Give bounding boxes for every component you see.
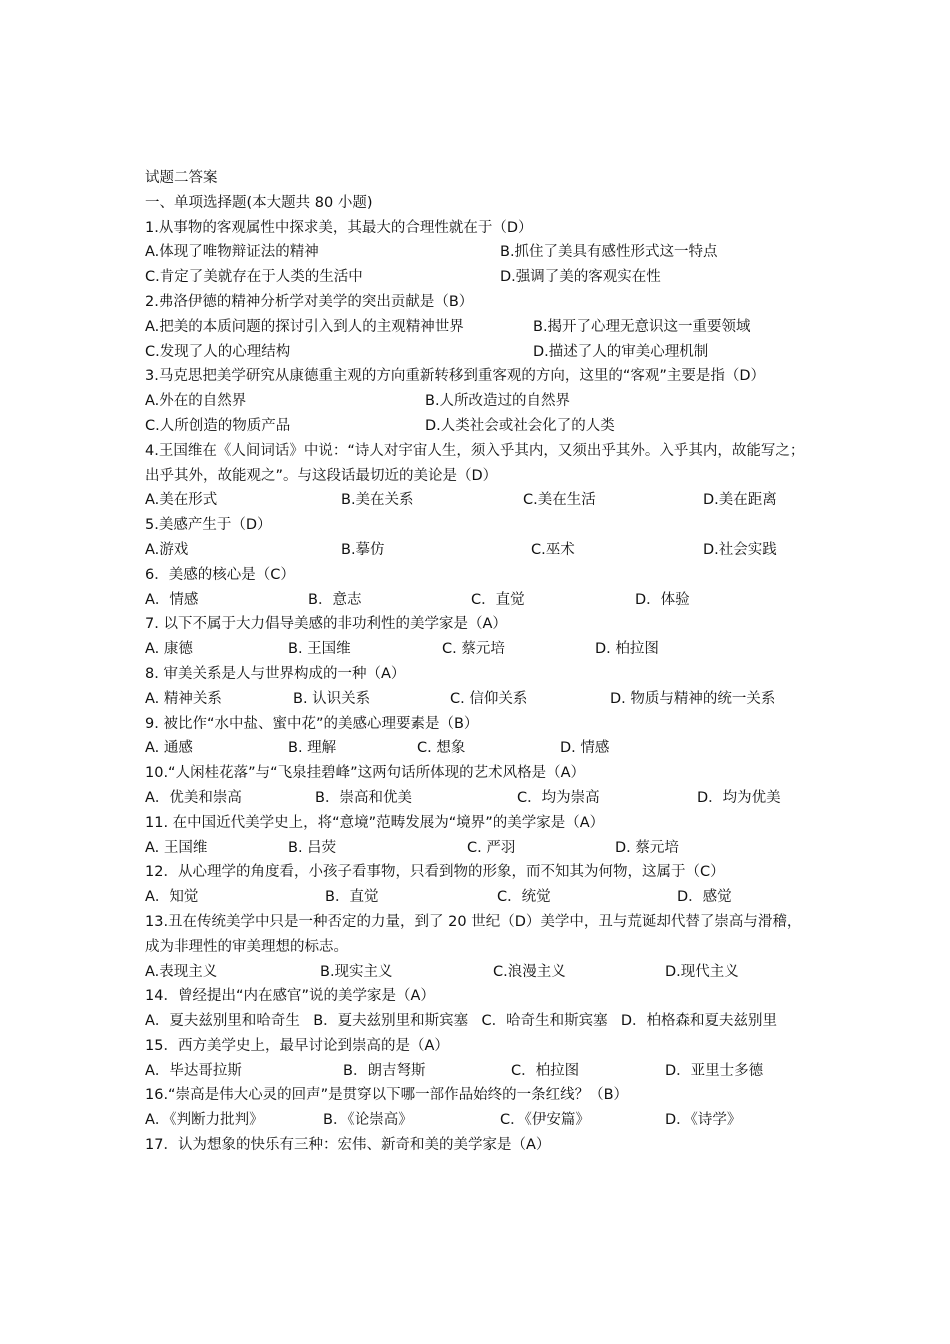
question-stem: 3.马克思把美学研究从康德重主观的方向重新转移到重客观的方向，这里的“客观”主要是指（D） [145,368,766,385]
question-stem: 1.从事物的客观属性中探求美，其最大的合理性就在于（D） [145,219,533,236]
question-stem: 17．认为想象的快乐有三种：宏伟、新奇和美的美学家是（A） [145,1137,551,1154]
option-a: A.外在的自然界 [145,393,247,410]
option-b: B. 王国维 [288,641,351,658]
option-row [145,315,810,340]
option-d: D．感觉 [677,889,732,906]
option-a: A．毕达哥拉斯 [145,1062,242,1079]
option-row [145,836,810,861]
option-b: B．《论崇高》 [323,1112,413,1129]
option-row [145,240,810,265]
question-stem: 6．美感的核心是（C） [145,566,295,583]
option-c: C.美在生活 [523,492,596,509]
option-row [145,786,810,811]
option-d: D．均为优美 [697,789,781,806]
question-stem: 14．曾经提出“内在感官”说的美学家是（A） [145,988,435,1005]
option-b: B.抓住了美具有感性形式这一特点 [500,244,718,261]
option-a: A.游戏 [145,541,189,558]
option-a: A．夏夫兹别里和哈奇生 [145,1013,300,1030]
option-b: B．夏夫兹别里和斯宾塞 [313,1013,469,1030]
option-a: A．知觉 [145,889,199,906]
option-d: D. 物质与精神的统一关系 [610,690,776,707]
option-a: A. 精神关系 [145,690,222,707]
question-stem: 7. 以下不属于大力倡导美感的非功利性的美学家是（A） [145,616,507,633]
option-a: A．《判断力批判》 [145,1112,264,1129]
option-d: D．亚里士多德 [665,1062,764,1079]
question-stem: 16.“崇高是伟大心灵的回声”是贯穿以下哪一部作品始终的一条红线？（B） [145,1087,629,1104]
option-a: A．情感 [145,591,199,608]
question-stem: 13.丑在传统美学中只是一种否定的力量，到了 20 世纪（D）美学中，丑与荒诞却代替了崇高与滑稽，成为非理性的审美理想的标志。 [145,913,802,955]
option-c: C．哈奇生和斯宾塞 [481,1013,608,1030]
option-a: A.把美的本质问题的探讨引入到人的主观精神世界 [145,318,464,335]
question-stem: 11. 在中国近代美学史上，将“意境”范畴发展为“境界”的美学家是（A） [145,814,605,831]
option-a: A.美在形式 [145,492,218,509]
option-c: C．柏拉图 [511,1062,580,1079]
option-c: C. 信仰关系 [450,690,528,707]
option-row [145,1059,810,1084]
question-stem: 10.“人闲桂花落”与“飞泉挂碧峰”这两句话所体现的艺术风格是（A） [145,765,586,782]
option-d: D.美在距离 [703,492,777,509]
doc-title: 试题二答案 [145,170,218,186]
question-stem: 4.王国维在《人间词话》中说：“诗人对宇宙人生，须入乎其内，又须出乎其外。入乎其内，故能写之；出乎其外，故能观之”。与这段话最切近的美论是（D） [145,442,805,484]
option-row [145,588,810,613]
option-row [145,488,810,513]
option-b: B.人所改造过的自然界 [425,393,571,410]
option-d: D．柏格森和夏夫兹别里 [620,1013,778,1030]
option-d: D.描述了人的审美心理机制 [533,343,709,360]
question-stem: 12．从心理学的角度看，小孩子看事物，只看到物的形象，而不知其为何物，这属于（C） [145,864,725,881]
option-b: B.现实主义 [320,963,393,980]
option-row [145,340,810,365]
option-d: D．体验 [635,591,690,608]
option-d: D.现代主义 [665,963,739,980]
question-stem: 2.弗洛伊德的精神分析学对美学的突出贡献是（B） [145,293,474,310]
option-b: B. 理解 [288,740,337,757]
option-c: C. 严羽 [467,839,516,856]
option-a: A．优美和崇高 [145,789,242,806]
option-a: A. 王国维 [145,839,208,856]
option-b: B．直觉 [325,889,379,906]
option-c: C.发现了人的心理结构 [145,343,291,360]
option-c: C．直觉 [471,591,525,608]
option-a: A.表现主义 [145,963,218,980]
option-d: D.社会实践 [703,541,777,558]
option-b: B．意志 [308,591,362,608]
option-b: B.美在关系 [341,492,414,509]
option-c: C．均为崇高 [517,789,600,806]
question-stem: 9. 被比作“水中盐、蜜中花”的美感心理要素是（B） [145,715,479,732]
option-row [145,265,810,290]
option-c: C.肯定了美就存在于人类的生活中 [145,269,363,286]
option-b: B. 吕荧 [288,839,337,856]
option-row [145,538,810,563]
option-d: D．《诗学》 [665,1112,742,1129]
option-c: C．统觉 [497,889,551,906]
option-row [145,1108,810,1133]
option-a: A. 康德 [145,641,193,658]
question-stem: 15．西方美学史上，最早讨论到崇高的是（A） [145,1037,449,1054]
option-row [145,736,810,761]
document-page [145,166,810,1158]
option-row [145,885,810,910]
option-c: C.浪漫主义 [493,963,566,980]
option-row [145,414,810,439]
option-row [145,960,810,985]
option-d: D.强调了美的客观实在性 [500,269,661,286]
option-row-wrapped [145,1009,810,1034]
option-c: C. 蔡元培 [442,641,505,658]
option-d: D. 柏拉图 [595,641,659,658]
option-b: B.摹仿 [341,541,385,558]
option-d: D.人类社会或社会化了的人类 [425,417,615,434]
option-d: D. 蔡元培 [615,839,679,856]
option-row [145,389,810,414]
option-c: C. 想象 [417,740,466,757]
option-b: B．朗吉弩斯 [343,1062,426,1079]
section-heading: 一、单项选择题(本大题共 80 小题) [145,194,373,211]
option-b: B.揭开了心理无意识这一重要领域 [533,318,751,335]
option-row [145,637,810,662]
option-b: B. 认识关系 [293,690,371,707]
option-a: A.体现了唯物辩证法的精神 [145,244,319,261]
question-stem: 8. 审美关系是人与世界构成的一种（A） [145,665,406,682]
option-d: D. 情感 [560,740,610,757]
option-c: C.巫术 [531,541,575,558]
option-c: C．《伊安篇》 [500,1112,590,1129]
option-a: A. 通感 [145,740,193,757]
option-row [145,687,810,712]
option-c: C.人所创造的物质产品 [145,417,291,434]
option-b: B．崇高和优美 [315,789,412,806]
question-stem: 5.美感产生于（D） [145,517,272,534]
